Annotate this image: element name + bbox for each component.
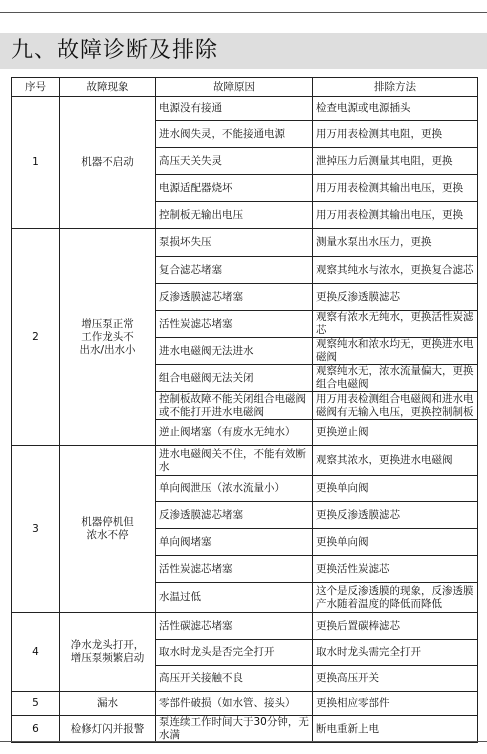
fault-table (11, 77, 478, 743)
fault-cause: 活性炭滤芯堵塞 (156, 311, 313, 338)
symptom-line: 检修灯闪并报警 (70, 722, 145, 735)
row-number: 3 (12, 446, 60, 613)
fault-cause: 控制板故障不能关闭组合电磁阀或不能打开进水电磁阀 (156, 392, 313, 420)
header-symptom: 故障现象 (60, 78, 156, 97)
row-number: 1 (12, 97, 60, 229)
header-fix: 排除方法 (313, 78, 478, 97)
fault-fix: 观察有浓水无纯水，更换活性炭滤芯 (313, 311, 478, 338)
fault-symptom (60, 229, 156, 446)
fault-fix: 测量水泵出水压力，更换 (313, 229, 478, 257)
table-row (12, 446, 478, 476)
symptom-line: 机器停机但 (81, 516, 134, 528)
fault-fix: 更换后置碳棒滤芯 (313, 613, 478, 640)
fault-fix: 更换反渗透膜滤芯 (313, 284, 478, 311)
symptom-line: 机器不启动 (81, 156, 134, 168)
fault-cause: 高压开关接触不良 (156, 666, 313, 692)
bottom-rule (0, 741, 487, 742)
fault-fix: 这个是反渗透膜的现象，反渗透膜产水随着温度的降低而降低 (313, 583, 478, 613)
fault-fix: 更换高压开关 (313, 666, 478, 692)
fault-cause: 水温过低 (156, 583, 313, 613)
symptom-line: 净水龙头打开， (70, 639, 145, 651)
fault-cause: 取水时龙头是否完全打开 (156, 640, 313, 666)
top-rule (0, 12, 487, 13)
fault-fix: 观察其纯水与浓水，更换复合滤芯 (313, 257, 478, 284)
fault-cause: 泵损坏失压 (156, 229, 313, 257)
symptom-line: 工作龙头不 (81, 330, 134, 343)
row-number: 6 (12, 716, 60, 743)
fault-symptom (60, 97, 156, 229)
fault-fix: 取水时龙头需完全打开 (313, 640, 478, 666)
fault-fix: 更换反渗透膜滤芯 (313, 502, 478, 529)
fault-table-body (12, 97, 478, 743)
fault-cause: 逆止阀堵塞（有废水无纯水） (156, 420, 313, 446)
fault-fix: 观察其浓水，更换进水电磁阀 (313, 446, 478, 476)
fault-cause: 复合滤芯堵塞 (156, 257, 313, 284)
symptom-line: 漏水 (97, 697, 118, 709)
row-number: 4 (12, 613, 60, 692)
table-row (12, 716, 478, 743)
fault-cause: 高压天关失灵 (156, 148, 313, 175)
header-num: 序号 (12, 78, 60, 97)
fault-fix: 检查电源或电源插头 (313, 97, 478, 121)
fault-fix: 更换活性炭滤芯 (313, 556, 478, 583)
fault-fix: 更换相应零部件 (313, 692, 478, 716)
fault-fix: 断电重新上电 (313, 716, 478, 743)
fault-cause: 电源没有接通 (156, 97, 313, 121)
fault-symptom (60, 716, 156, 743)
fault-fix: 泄掉压力后测量其电阻，更换 (313, 148, 478, 175)
fault-symptom (60, 446, 156, 613)
symptom-line: 增压泵正常 (81, 317, 134, 330)
fault-fix: 观察纯水和浓水均无，更换进水电磁阀 (313, 338, 478, 365)
symptom-line: 出水/出水小 (79, 343, 136, 356)
symptom-line: 增压泵频繁启动 (70, 652, 145, 664)
fault-cause: 活性碳滤芯堵塞 (156, 613, 313, 640)
fault-fix: 用万用表检测其输出电压，更换 (313, 175, 478, 202)
fault-fix: 更换逆止阀 (313, 420, 478, 446)
fault-cause: 电源适配器烧坏 (156, 175, 313, 202)
table-row (12, 692, 478, 716)
header-row (12, 78, 478, 97)
fault-cause: 控制板无输出电压 (156, 202, 313, 229)
fault-cause: 组合电磁阀无法关闭 (156, 365, 313, 392)
fault-cause: 进水阀失灵，不能接通电源 (156, 121, 313, 148)
fault-cause: 泵连续工作时间大于30分钟，无水满 (156, 716, 313, 743)
fault-symptom (60, 692, 156, 716)
fault-fix: 用万用表检测其输出电压，更换 (313, 202, 478, 229)
fault-cause: 进水电磁阀关不住，不能有效断水 (156, 446, 313, 476)
fault-cause: 活性炭滤芯堵塞 (156, 556, 313, 583)
fault-cause: 反渗透膜滤芯堵塞 (156, 502, 313, 529)
fault-cause: 进水电磁阀无法进水 (156, 338, 313, 365)
fault-fix: 更换单向阀 (313, 476, 478, 502)
symptom-line: 浓水不停 (86, 529, 129, 541)
fault-cause: 单向阀堵塞 (156, 529, 313, 556)
fault-cause: 零部件破损（如水管、接头） (156, 692, 313, 716)
header-cause: 故障原因 (156, 78, 313, 97)
table-row (12, 613, 478, 640)
row-number: 2 (12, 229, 60, 446)
fault-symptom (60, 613, 156, 692)
fault-fix: 观察纯水无，浓水流量偏大，更换组合电磁阀 (313, 365, 478, 392)
table-row (12, 229, 478, 257)
fault-fix: 更换单向阀 (313, 529, 478, 556)
section-title-band (0, 33, 487, 69)
fault-cause: 反渗透膜滤芯堵塞 (156, 284, 313, 311)
fault-cause: 单向阀泄压（浓水流量小） (156, 476, 313, 502)
row-number: 5 (12, 692, 60, 716)
fault-fix: 用万用表检测其电阻，更换 (313, 121, 478, 148)
table-row (12, 97, 478, 121)
section-title: 九、故障诊断及排除 (11, 38, 219, 63)
fault-fix: 用万用表检测组合电磁阀和进水电磁阀有无输入电压，更换控制制板 (313, 392, 478, 420)
